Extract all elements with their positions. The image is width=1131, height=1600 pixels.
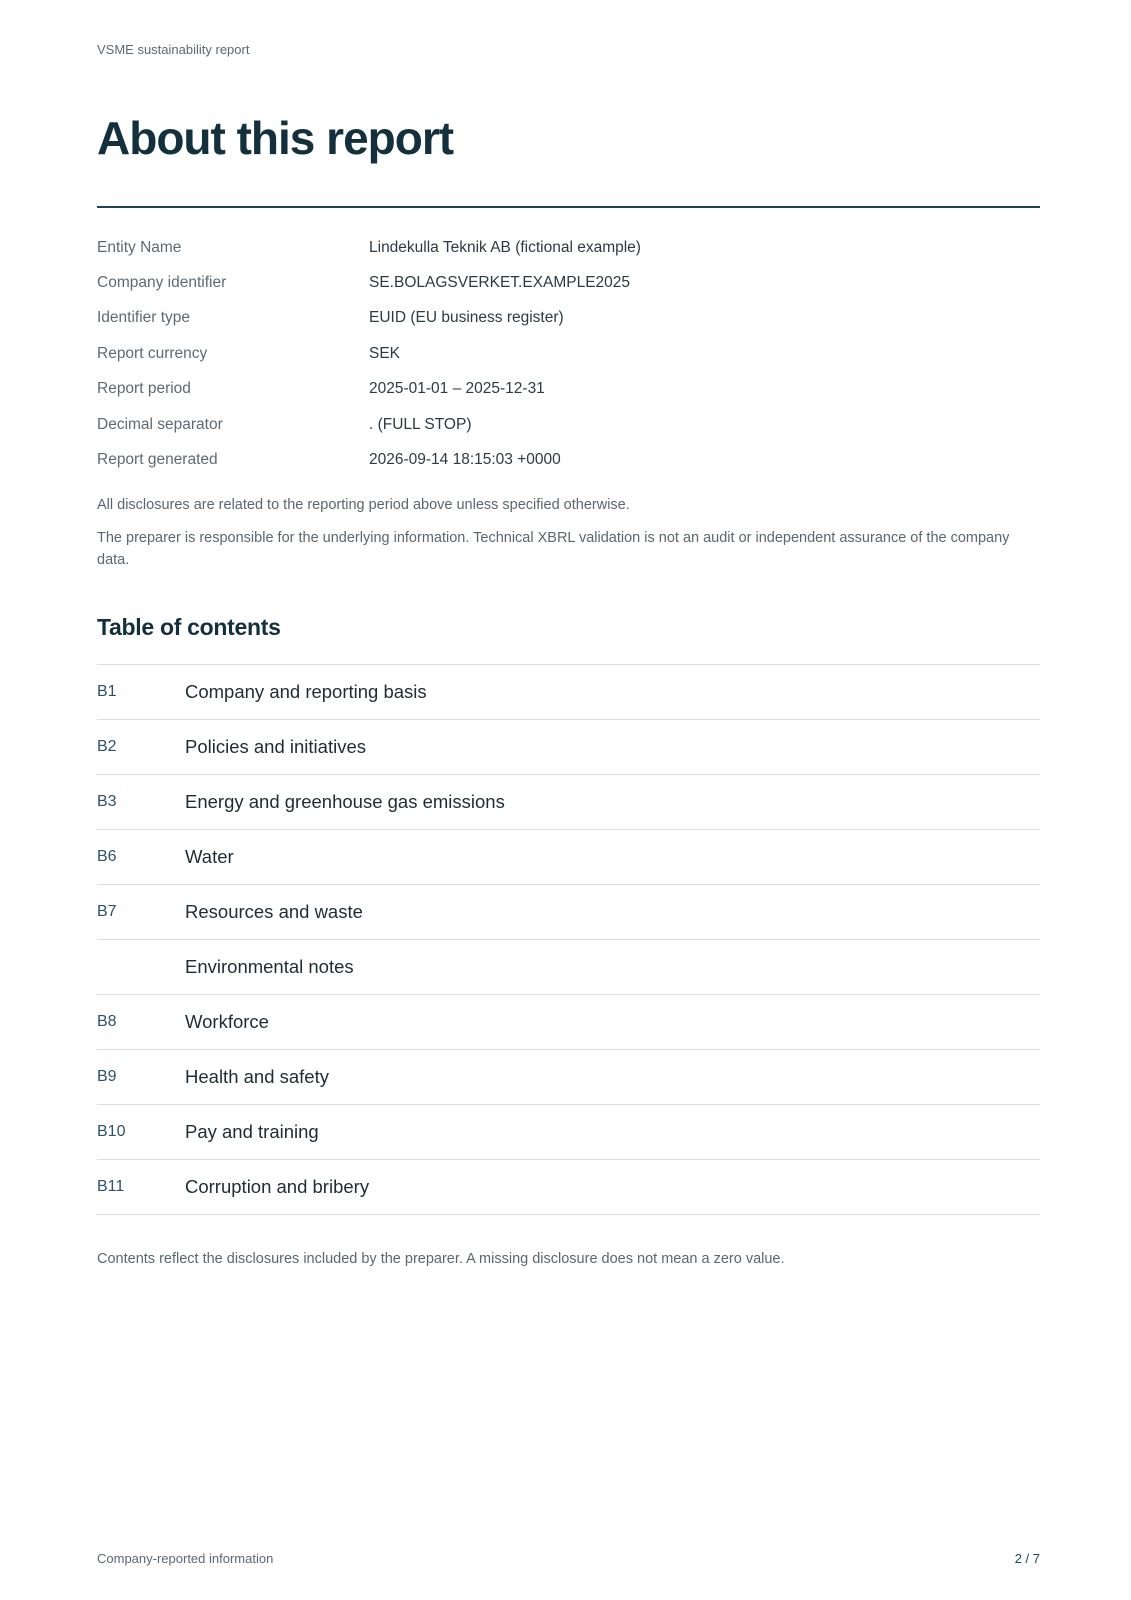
title-divider	[97, 206, 1040, 208]
meta-label: Entity Name	[97, 238, 182, 256]
page-number: 2 / 7	[1014, 1551, 1040, 1566]
meta-row-entity-name	[97, 230, 1040, 265]
meta-value: SE.BOLAGSVERKET.EXAMPLE2025	[369, 274, 631, 292]
meta-label: Identifier type	[97, 309, 191, 327]
meta-label: Report period	[97, 380, 191, 398]
meta-row-report-period	[97, 372, 1040, 407]
running-footer: Company-reported information	[97, 1551, 274, 1566]
toc-label: Pay and training	[185, 1121, 319, 1142]
meta-value: 2025-01-01 – 2025-12-31	[369, 380, 545, 398]
meta-row-report-generated	[97, 442, 1040, 477]
toc-item-b7[interactable]	[97, 885, 1040, 940]
toc-label: Company and reporting basis	[185, 681, 427, 702]
toc-item-b1[interactable]	[97, 665, 1040, 720]
meta-label: Decimal separator	[97, 415, 223, 433]
toc-item-b2[interactable]	[97, 720, 1040, 775]
toc-label: Health and safety	[185, 1066, 329, 1087]
report-metadata	[97, 230, 1040, 478]
toc-code: B11	[97, 1178, 125, 1195]
toc-item-b11[interactable]	[97, 1160, 1040, 1215]
toc-label: Policies and initiatives	[185, 736, 366, 757]
toc-item-b9[interactable]	[97, 1050, 1040, 1105]
toc-code: B6	[97, 848, 117, 865]
toc-item-environmental-notes[interactable]	[97, 940, 1040, 995]
toc-item-b3[interactable]	[97, 775, 1040, 830]
responsibility-note: The preparer is responsible for the underlying information. Technical XBRL validation is not an audit or independent assurance of the company data.	[97, 530, 1010, 568]
meta-label: Report currency	[97, 344, 208, 362]
toc-item-b8[interactable]	[97, 995, 1040, 1050]
toc-code: B9	[97, 1068, 117, 1085]
meta-row-report-currency	[97, 336, 1040, 371]
meta-value: EUID (EU business register)	[369, 309, 564, 327]
meta-row-identifier-type	[97, 301, 1040, 336]
toc-heading: Table of contents	[97, 614, 281, 640]
meta-label: Report generated	[97, 451, 218, 469]
meta-row-decimal-separator	[97, 407, 1040, 442]
toc-code: B7	[97, 903, 117, 920]
toc-label: Environmental notes	[185, 956, 354, 977]
contents-note: Contents reflect the disclosures included by the preparer. A missing disclosure does not mean a zero value.	[97, 1251, 785, 1267]
toc-label: Workforce	[185, 1011, 269, 1032]
page-title: About this report	[97, 112, 454, 164]
meta-label: Company identifier	[97, 274, 227, 292]
meta-value: . (FULL STOP)	[369, 415, 472, 433]
toc-item-b10[interactable]	[97, 1105, 1040, 1160]
meta-row-company-identifier	[97, 265, 1040, 300]
meta-value: 2026-09-14 18:15:03 +0000	[369, 451, 561, 469]
report-page	[97, 0, 1040, 1600]
meta-value: SEK	[369, 344, 401, 362]
toc-label: Energy and greenhouse gas emissions	[185, 791, 505, 812]
running-header: VSME sustainability report	[97, 42, 250, 57]
period-note: All disclosures are related to the reporting period above unless specified otherwise.	[97, 497, 630, 513]
toc-code: B10	[97, 1123, 126, 1140]
toc-label: Water	[185, 846, 234, 867]
toc-label: Resources and waste	[185, 901, 363, 922]
toc-label: Corruption and bribery	[185, 1176, 370, 1197]
toc-code: B2	[97, 738, 117, 755]
toc-item-b6[interactable]	[97, 830, 1040, 885]
toc-code: B3	[97, 793, 117, 810]
table-of-contents	[97, 664, 1040, 1215]
meta-value: Lindekulla Teknik AB (fictional example)	[369, 238, 641, 256]
toc-code: B1	[97, 683, 117, 700]
toc-code: B8	[97, 1013, 117, 1030]
